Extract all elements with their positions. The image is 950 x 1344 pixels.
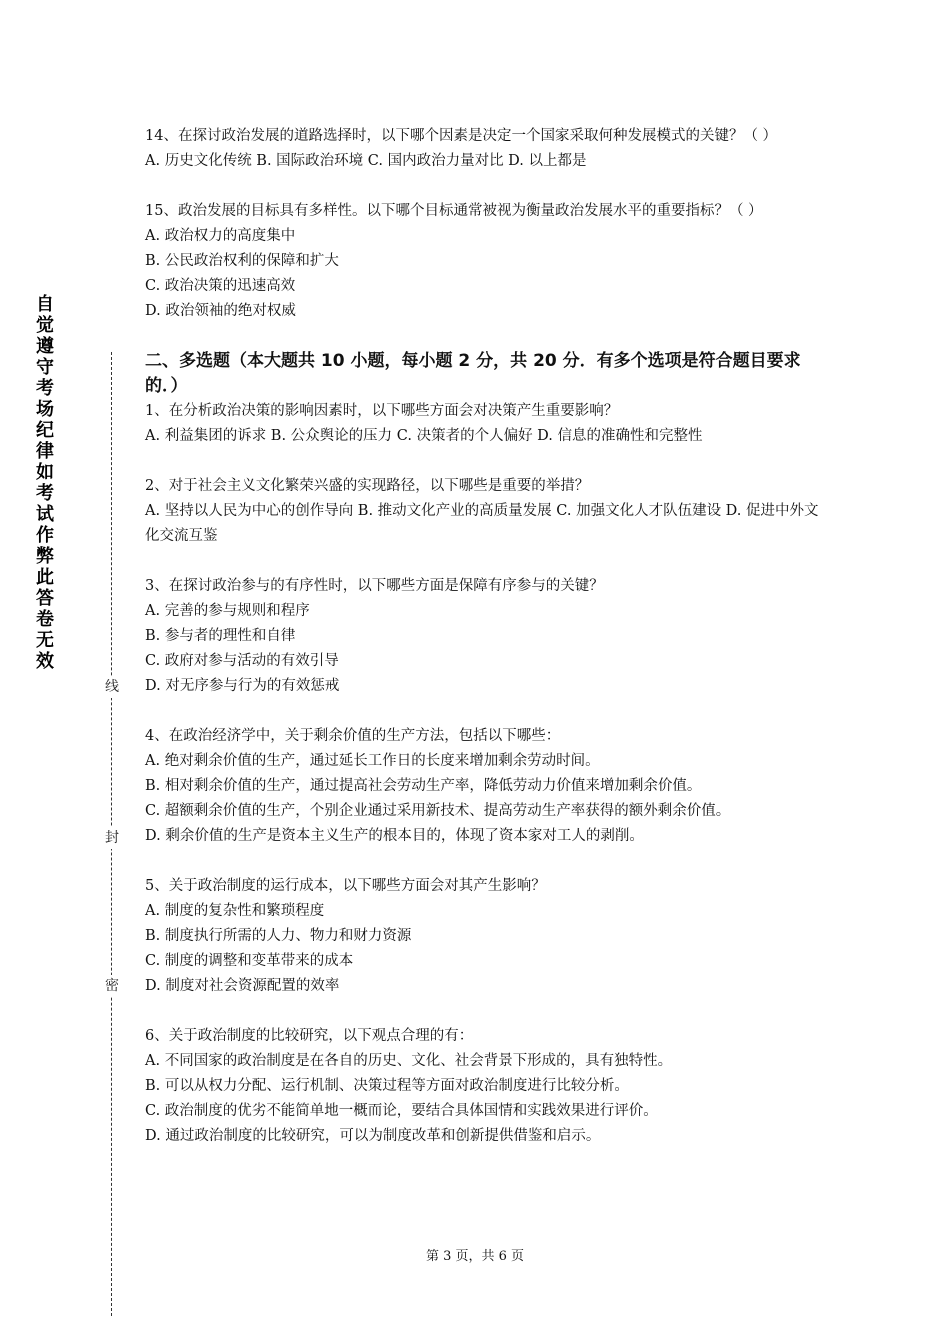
question-stem: 4、在政治经济学中，关于剩余价值的生产方法，包括以下哪些： (145, 728, 561, 744)
option-c: C. 政府对参与活动的有效引导 (145, 653, 339, 669)
option-b: B. 可以从权力分配、运行机制、决策过程等方面对政治制度进行比较分析。 (145, 1078, 629, 1094)
option-d: D. 政治领袖的绝对权威 (145, 303, 296, 319)
exam-discipline-warning: 自觉遵守考场纪律如考试作弊此答卷无效 (36, 294, 54, 672)
question-options: A. 坚持以人民为中心的创作导向 B. 推动文化产业的高质量发展 C. 加强文化人才队伍建设 D. 促进中外文化交流互鉴 (145, 503, 819, 544)
question-stem: 14、在探讨政治发展的道路选择时，以下哪个因素是决定一个国家采取何种发展模式的关键？（ ） (145, 128, 778, 144)
option-d: D. 制度对社会资源配置的效率 (145, 978, 340, 994)
question-m6 (145, 1024, 825, 1149)
option-b: B. 公民政治权利的保障和扩大 (145, 253, 339, 269)
option-c: C. 制度的调整和变革带来的成本 (145, 953, 354, 969)
option-a: A. 绝对剩余价值的生产，通过延长工作日的长度来增加剩余劳动时间。 (145, 753, 600, 769)
question-options: A. 利益集团的诉求 B. 公众舆论的压力 C. 决策者的个人偏好 D. 信息的准确性和完整性 (145, 428, 703, 444)
option-c: C. 政治决策的迅速高效 (145, 278, 296, 294)
question-m4 (145, 724, 825, 849)
question-m3 (145, 574, 825, 699)
option-d: D. 剩余价值的生产是资本主义生产的根本目的，体现了资本家对工人的剥削。 (145, 828, 644, 844)
binding-mark-seal: 封 (103, 827, 121, 849)
question-stem: 6、关于政治制度的比较研究，以下观点合理的有： (145, 1028, 474, 1044)
question-15 (145, 199, 825, 324)
page-number: 第 3 页，共 6 页 (425, 1249, 525, 1264)
option-a: A. 政治权力的高度集中 (145, 228, 296, 244)
question-stem: 5、关于政治制度的运行成本，以下哪些方面会对其产生影响？ (145, 878, 546, 894)
binding-mark-line: 线 (103, 676, 121, 698)
option-a: A. 完善的参与规则和程序 (145, 603, 310, 619)
option-c: C. 政治制度的优劣不能简单地一概而论，要结合具体国情和实践效果进行评价。 (145, 1103, 658, 1119)
option-b: B. 制度执行所需的人力、物力和财力资源 (145, 928, 412, 944)
question-14 (145, 124, 825, 174)
question-content (145, 124, 825, 1174)
option-a: A. 制度的复杂性和繁琐程度 (145, 903, 325, 919)
question-m5 (145, 874, 825, 999)
option-b: B. 相对剩余价值的生产，通过提高社会劳动生产率，降低劳动力价值来增加剩余价值。 (145, 778, 702, 794)
section-title-multiple-choice: 二、多选题（本大题共 10 小题，每小题 2 分，共 20 分．有多个选项是符合题目要求的．） (145, 351, 801, 396)
question-stem: 3、在探讨政治参与的有序性时，以下哪些方面是保障有序参与的关键？ (145, 578, 604, 594)
option-d: D. 通过政治制度的比较研究，可以为制度改革和创新提供借鉴和启示。 (145, 1128, 601, 1144)
question-options: A. 历史文化传统 B. 国际政治环境 C. 国内政治力量对比 D. 以上都是 (145, 153, 587, 169)
question-stem: 2、对于社会主义文化繁荣兴盛的实现路径，以下哪些是重要的举措？ (145, 478, 590, 494)
question-stem: 15、政治发展的目标具有多样性。以下哪个目标通常被视为衡量政治发展水平的重要指标？（ ） (145, 203, 763, 219)
question-m2 (145, 474, 825, 549)
option-d: D. 对无序参与行为的有效惩戒 (145, 678, 340, 694)
option-b: B. 参与者的理性和自律 (145, 628, 296, 644)
option-a: A. 不同国家的政治制度是在各自的历史、文化、社会背景下形成的，具有独特性。 (145, 1053, 673, 1069)
question-m1 (145, 399, 825, 449)
question-stem: 1、在分析政治决策的影响因素时，以下哪些方面会对决策产生重要影响？ (145, 403, 619, 419)
option-c: C. 超额剩余价值的生产，个别企业通过采用新技术、提高劳动生产率获得的额外剩余价值。 (145, 803, 731, 819)
binding-mark-close: 密 (103, 975, 121, 997)
